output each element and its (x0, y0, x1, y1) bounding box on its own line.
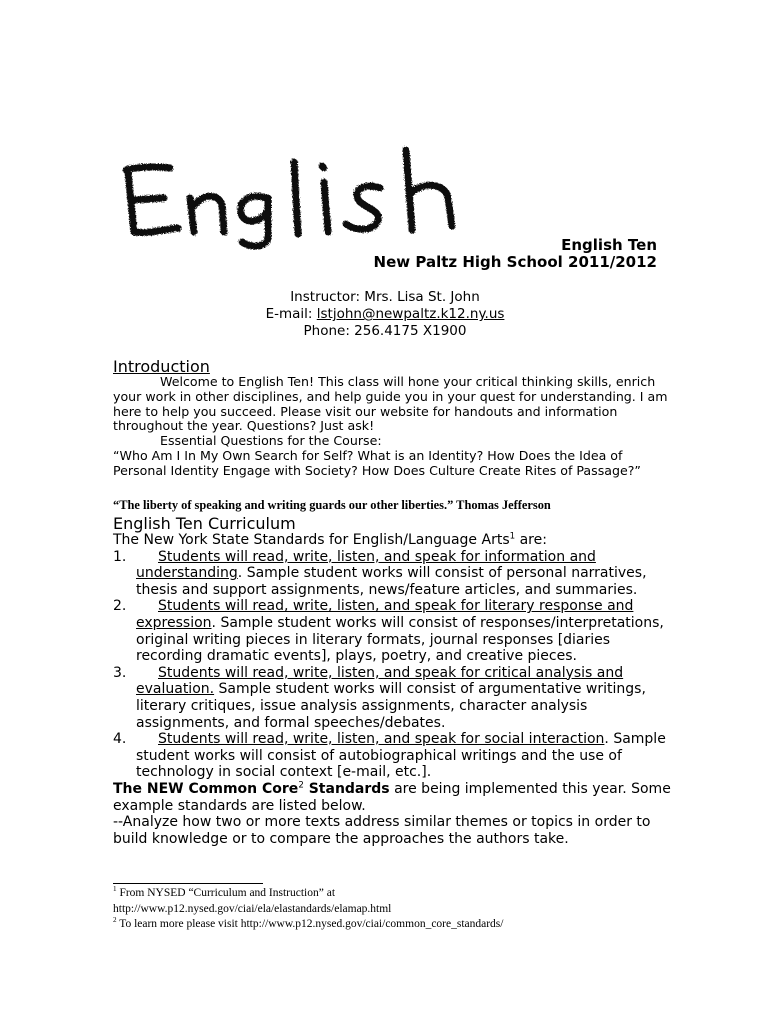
example-standard: --Analyze how two or more texts address similar themes or topics in order to build knowledge or to compare the approaches the authors take. (113, 814, 651, 847)
standard-title: Students will read, write, listen, and speak for information and understanding (136, 548, 596, 582)
footnote-divider (113, 883, 263, 884)
standard-detail: Sample student works will consist of personal narratives, thesis and support assignments, news/feature articles, and summaries. (136, 565, 647, 598)
footnote-1 (113, 886, 391, 917)
footnote-text: To learn more please visit http://www.p12.nysed.gov/ciai/common_core_standards/ (116, 918, 504, 930)
footnote-2 (113, 917, 503, 933)
standard-detail: Sample student works will consist of responses/interpretations, original writing pieces in literary formats, journal responses [diaries recording dramatic events], plays, poetry, and creative pieces. (136, 614, 664, 665)
standard-item (113, 549, 673, 599)
course-title: English Ten (561, 236, 657, 254)
footnote-text: From NYSED “Curriculum and Instruction” at (116, 887, 336, 899)
essential-questions-label: Essential Questions for the Course: (160, 433, 382, 449)
curriculum-body (113, 532, 673, 847)
footnote-ref-1: 1 (509, 531, 516, 542)
introduction-body (113, 375, 673, 479)
standard-sep: . (211, 614, 221, 631)
footnote-url[interactable]: http://www.p12.nysed.gov/ciai/ela/elastandards/elamap.html (113, 902, 392, 915)
standard-item (113, 598, 673, 664)
instructor-line: Instructor: Mrs. Lisa St. John (290, 289, 480, 305)
email-label: E-mail: (265, 306, 317, 322)
standard-sep: . (237, 565, 247, 582)
footnote-mark: 2 (113, 916, 117, 925)
footnote-ref-2: 2 (298, 780, 304, 791)
standard-item (113, 665, 673, 731)
english-logo (118, 140, 468, 250)
standards-intro-text: The New York State Standards for English/Language Arts (113, 532, 510, 548)
common-core-text: are being implemented this year. Some example standards are listed below. (113, 780, 671, 814)
footnote-mark: 1 (113, 885, 117, 894)
standard-detail: Sample student works will consist of argumentative writings, literary critiques, issue analysis assignments, character analysis assignments, and formal speeches/debates. (136, 681, 646, 731)
standard-number: 1. (113, 548, 127, 565)
standards-list (113, 549, 673, 781)
school-year: New Paltz High School 2011/2012 (373, 253, 657, 271)
standard-number: 4. (113, 731, 127, 748)
essential-questions-text: “Who Am I In My Own Search for Self? What is an Identity? How Does the Idea of Personal Identity Engage with Society? How Does Culture Create Rites of Passage?” (113, 447, 641, 478)
common-core-paragraph (113, 781, 673, 814)
jefferson-quote: “The liberty of speaking and writing guards our other liberties.” Thomas Jefferson (113, 498, 551, 512)
standard-number: 3. (113, 664, 127, 681)
standard-title: Students will read, write, listen, and speak for literary response and expression (136, 598, 634, 631)
introduction-heading: Introduction (113, 357, 210, 376)
standard-detail: Sample student works will consist of autobiographical writings and the use of technology in social context [e-mail, etc.]. (136, 731, 666, 781)
standard-title: Students will read, write, listen, and speak for critical analysis and evaluation. (136, 664, 624, 698)
common-core-bold: The NEW Common Core (113, 780, 299, 797)
email-link[interactable]: lstjohn@newpaltz.k12.ny.us (316, 306, 505, 322)
standards-intro-end: are: (515, 532, 547, 548)
standards-intro (113, 532, 673, 549)
standard-sep: . (604, 731, 614, 748)
standard-title: Students will read, write, listen, and speak for social interaction (158, 731, 605, 748)
email-line (0, 306, 770, 322)
standard-item (113, 731, 673, 781)
common-core-bold-2: Standards (303, 780, 390, 797)
standard-number: 2. (113, 598, 127, 615)
phone-line: Phone: 256.4175 X1900 (303, 323, 467, 339)
curriculum-heading: English Ten Curriculum (113, 514, 296, 533)
welcome-paragraph: Welcome to English Ten! This class will hone your critical thinking skills, enrich your work in other disciplines, and help guide you in your quest for understanding. I am here to help you succeed. Please visit our website for handouts and information throughout the year. Questions? Just ask! (113, 374, 668, 434)
